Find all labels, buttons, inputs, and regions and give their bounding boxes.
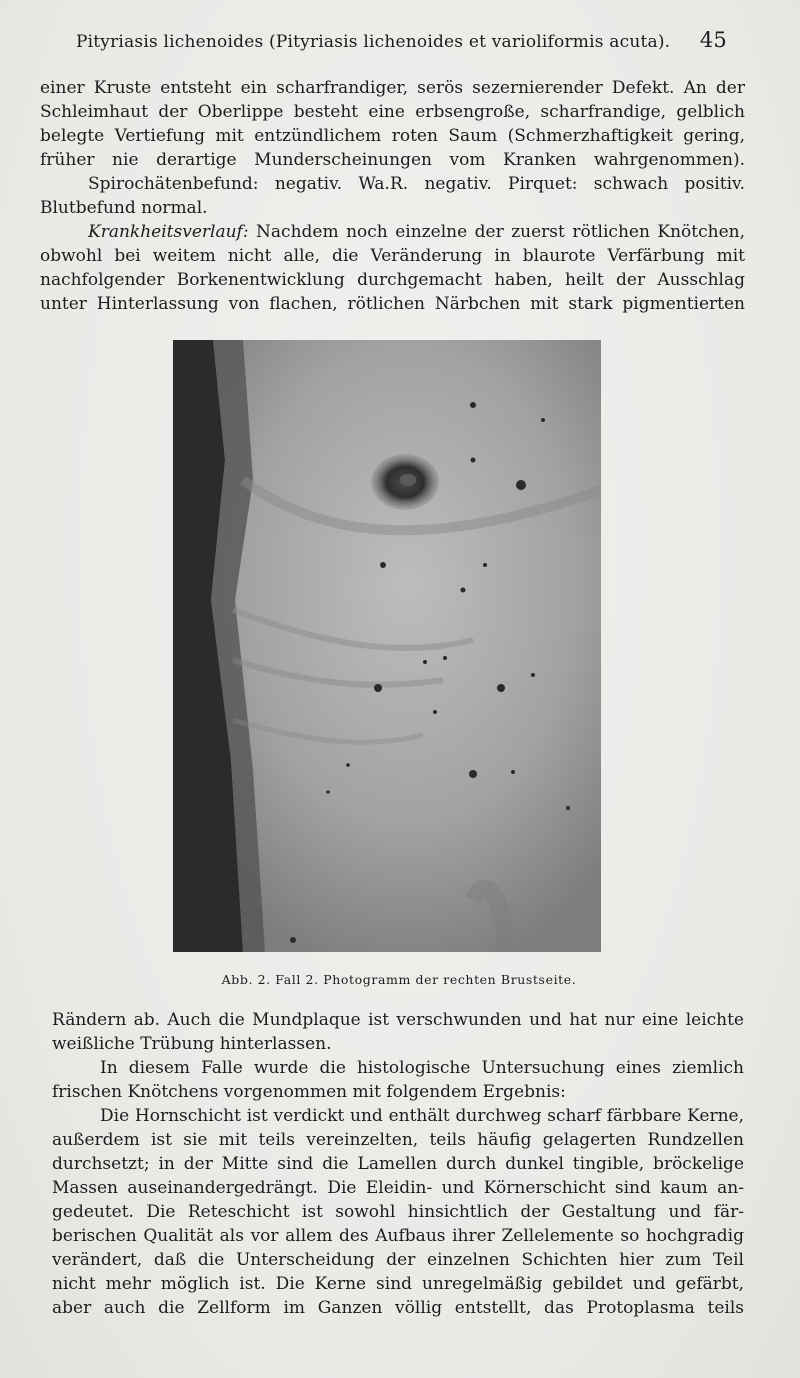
text-line: Die Hornschicht ist verdickt und enthält durchweg scharf färbbare Kerne, — [100, 1106, 744, 1126]
text-line: Blutbefund normal. — [40, 198, 208, 218]
text-line: Schleimhaut der Oberlippe besteht eine erbsengroße, scharfrandige, gelblich — [40, 102, 745, 122]
text-line: Spirochätenbefund: negativ. Wa.R. negativ. Pirquet: schwach positiv. — [88, 174, 745, 194]
text-line: nachfolgender Borkenentwicklung durchgemacht haben, heilt der Ausschlag — [40, 270, 745, 290]
text-line: früher nie derartige Munderscheinungen vom Kranken wahrgenommen). — [40, 150, 745, 170]
text-line: verändert, daß die Unterscheidung der einzelnen Schichten hier zum Teil — [52, 1250, 744, 1270]
page-header — [76, 30, 731, 56]
text-line: berischen Qualität als vor allem des Aufbaus ihrer Zellelemente so hochgradig — [52, 1226, 744, 1246]
italic-lead: Krankheitsverlauf: — [88, 222, 249, 242]
text-line: aber auch die Zellform im Ganzen völlig entstellt, das Protoplasma teils — [52, 1298, 744, 1318]
text-line: gedeutet. Die Reteschicht ist sowohl hinsichtlich der Gestaltung und fär- — [52, 1202, 744, 1222]
text-line: nicht mehr möglich ist. Die Kerne sind unregelmäßig gebildet und gefärbt, — [52, 1274, 744, 1294]
text-line: durchsetzt; in der Mitte sind die Lamellen durch dunkel tingible, bröckelige — [52, 1154, 744, 1174]
text-line: außerdem ist sie mit teils vereinzelten, teils häufig gelagerten Rundzellen — [52, 1130, 744, 1150]
text-line: Rändern ab. Auch die Mundplaque ist verschwunden und hat nur eine leichte — [52, 1010, 744, 1030]
text-line: weißliche Trübung hinterlassen. — [52, 1034, 332, 1054]
running-title: Pityriasis lichenoides (Pityriasis lichenoides et varioliformis acuta). — [76, 32, 671, 52]
page-number: 45 — [699, 28, 727, 52]
text-line: frischen Knötchens vorgenommen mit folgendem Ergebnis: — [52, 1082, 566, 1102]
top-text-block — [40, 76, 745, 316]
text-line: In diesem Falle wurde die histologische Untersuchung eines ziemlich — [100, 1058, 744, 1078]
bottom-text-block — [52, 1008, 744, 1320]
text-line: belegte Vertiefung mit entzündlichem roten Saum (Schmerzhaftigkeit gering, — [40, 126, 745, 146]
text-line: einer Kruste entsteht ein scharfrandiger, serös sezernierender Defekt. An der — [40, 78, 745, 98]
text-line: obwohl bei weitem nicht alle, die Veränderung in blaurote Verfärbung mit — [40, 246, 745, 266]
text-line-italic-lead — [40, 220, 745, 244]
chest-photograph — [173, 340, 601, 952]
italic-lead-rest: Nachdem noch einzelne der zuerst rötlichen Knötchen, — [248, 222, 745, 242]
figure-caption: Abb. 2. Fall 2. Photogramm der rechten Brustseite. — [221, 972, 577, 987]
text-line: Massen auseinandergedrängt. Die Eleidin- und Körnerschicht sind kaum an- — [52, 1178, 744, 1198]
text-line: unter Hinterlassung von flachen, rötlichen Närbchen mit stark pigmentierten — [40, 294, 745, 314]
photograph-drawing — [173, 340, 601, 952]
